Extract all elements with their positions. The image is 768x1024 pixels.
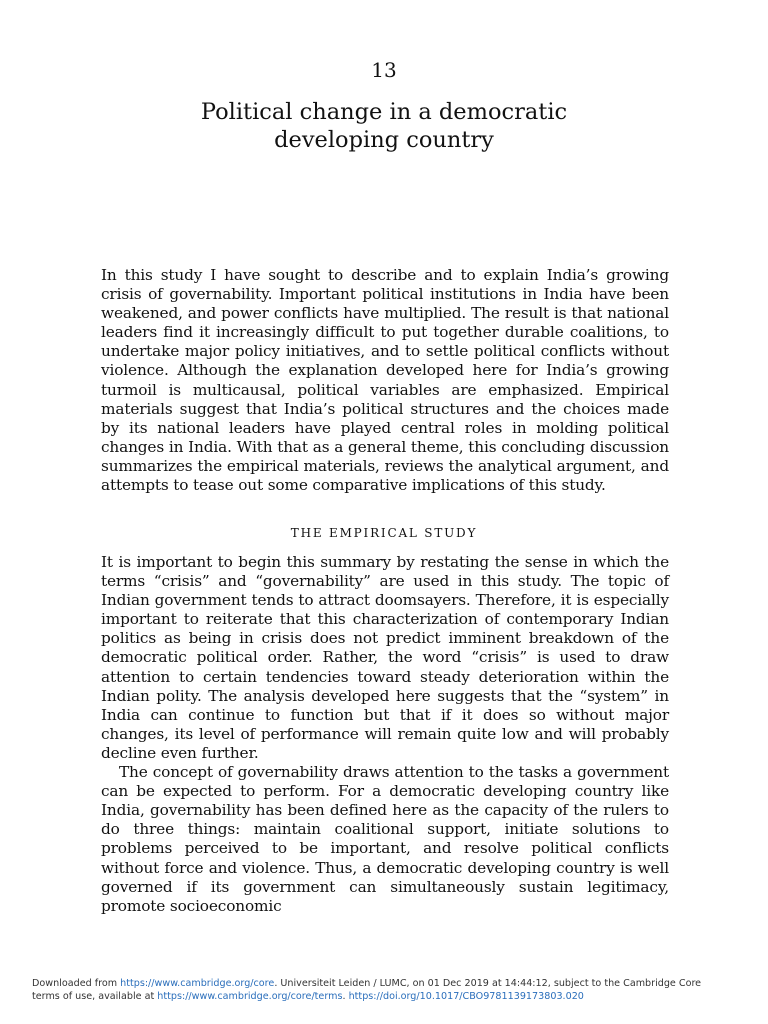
footer-core-link[interactable]: https://www.cambridge.org/core [120,978,275,989]
intro-paragraph: In this study I have sought to describe and to explain India’s growing crisis of governability. Important political institutions in India have been weakened, and power conflicts have multiplied. The result is that national leaders find it increasingly difficult to put together durable coalitions, to undertake major policy initiatives, and to settle political conflicts without violence. Although the explanation developed here for India’s growing turmoil is multicausal, political variables are emphasized. Empirical materials suggest that India’s political structures and the choices made by its national leaders have played central roles in molding political changes in India. With that as a general theme, this concluding discussion summarizes the empirical materials, reviews the analytical argument, and attempts to tease out some comparative implications of this study. [101,266,669,495]
section-paragraph-1: It is important to begin this summary by restating the sense in which the terms “crisis” and “governability” are used in this study. The topic of Indian government tends to attract doomsayers. Therefore, it is especially important to reiterate that this characterization of contemporary Indian politics as being in crisis does not predict imminent breakdown of the democratic political order. Rather, the word “crisis” is used to draw attention to certain tendencies toward steady deterioration within the Indian polity. The analysis developed here suggests that the “system” in India can continue to function but that if it does so without major changes, its level of performance will remain quite low and will probably decline even further. [101,553,669,762]
intro-section [101,266,669,495]
chapter-title-line-1: Political change in a democratic [200,99,568,125]
footer-access-info: . Universiteit Leiden / LUMC, on 01 Dec 2019 at 14:44:12, subject to the Cambridge Core [274,978,702,989]
chapter-title [0,98,768,154]
footer-terms-text: terms of use, available at [32,991,155,1002]
chapter-number: 13 [371,58,397,82]
footer-doi-link[interactable]: https://doi.org/10.1017/CBO9781139173803.020 [348,991,584,1002]
chapter-title-line-2: developing country [274,127,494,153]
footer-separator: . [342,991,346,1002]
footer-terms-link[interactable]: https://www.cambridge.org/core/terms [157,991,343,1002]
download-footer [32,977,752,1003]
section-heading: THE EMPIRICAL STUDY [290,526,478,540]
section-paragraph-2: The concept of governability draws attention to the tasks a government can be expected to perform. For a democratic developing country like India, governability has been defined here as the capacity of the rulers to do three things: maintain coalitional support, initiate solutions to problems perceived to be important, and resolve political conflicts without force and violence. Thus, a democratic developing country is well governed if its government can simultaneously sustain legitimacy, promote socioeconomic [101,763,669,915]
section-body [101,553,669,916]
footer-downloaded-text: Downloaded from [32,978,118,989]
